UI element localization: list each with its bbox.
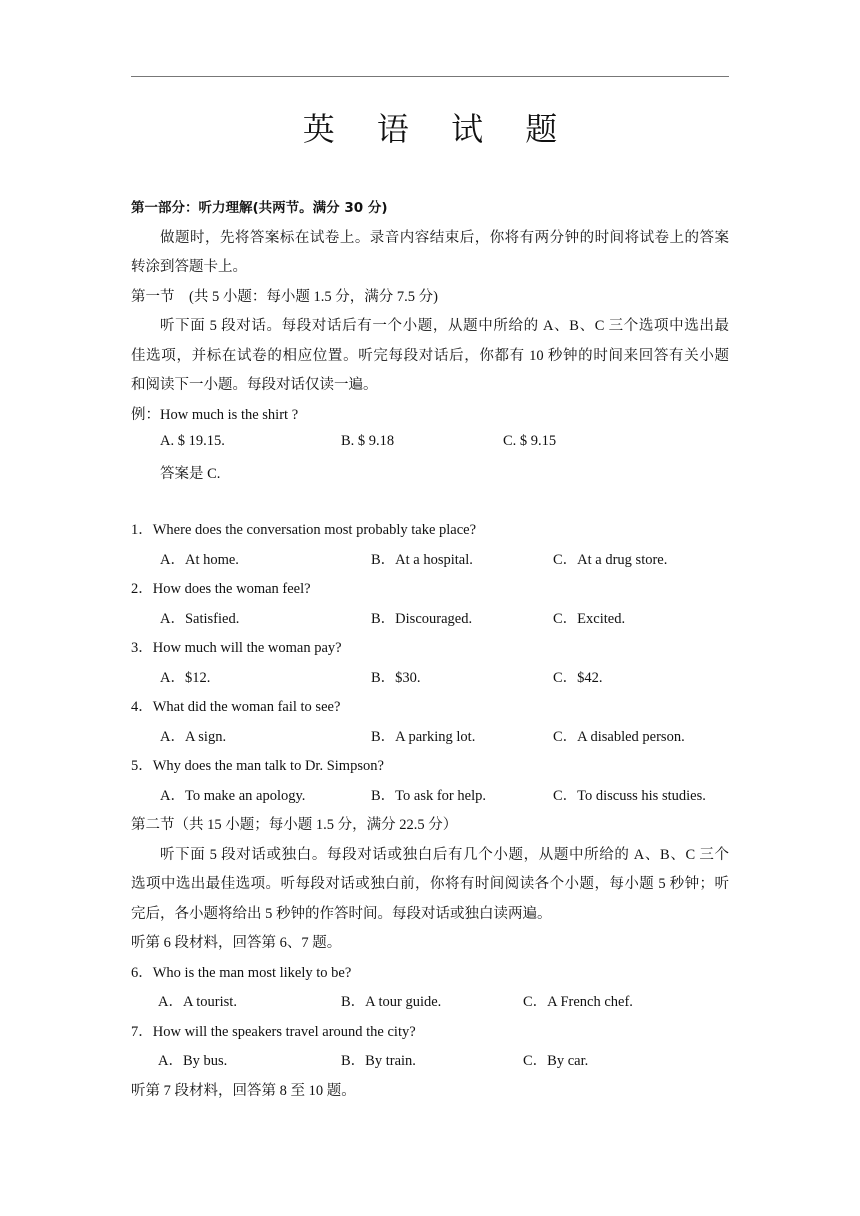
q2-option-a: A．Satisfied.: [160, 611, 240, 627]
q6-option-b: B．A tour guide.: [341, 994, 442, 1010]
q4-option-a: A．A sign.: [160, 729, 227, 745]
q1-option-a: A．At home.: [160, 552, 239, 568]
question-4: 4．What did the woman fail to see?: [131, 699, 341, 715]
example-option-a: A. $ 19.15.: [160, 433, 225, 449]
question-1: 1．Where does the conversation most probably take place?: [131, 522, 477, 538]
q3-option-b: B．$30.: [371, 670, 421, 686]
section2-instr-line3: 完后，各小题将给出 5 秒钟的作答时间。每段对话或独白读两遍。: [131, 906, 552, 922]
section1-instr-line1: 听下面 5 段对话。每段对话后有一个小题，从题中所给的 A、B、C 三个选项中选出最: [160, 318, 729, 334]
part1-heading: 第一部分：听力理解(共两节。满分 30 分): [131, 200, 388, 216]
q5-option-c: C．To discuss his studies.: [553, 788, 706, 804]
question-7: 7．How will the speakers travel around the city?: [131, 1024, 416, 1040]
q7-option-c: C．By car.: [523, 1053, 589, 1069]
q4-option-c: C．A disabled person.: [553, 729, 685, 745]
q5-option-b: B．To ask for help.: [371, 788, 486, 804]
q7-option-b: B．By train.: [341, 1053, 416, 1069]
q6-option-a: A．A tourist.: [158, 994, 237, 1010]
section2-heading: 第二节（共 15 小题；每小题 1.5 分，满分 22.5 分）: [131, 817, 458, 833]
q4-option-b: B．A parking lot.: [371, 729, 476, 745]
page-title: 英 语 试 题: [302, 110, 574, 148]
material-7-instruction: 听第 7 段材料，回答第 8 至 10 题。: [131, 1083, 356, 1099]
question-2: 2．How does the woman feel?: [131, 581, 311, 597]
section1-instr-line2: 佳选项，并标在试卷的相应位置。听完每段对话后，你都有 10 秒钟的时间来回答有关小题: [131, 348, 729, 364]
question-6: 6．Who is the man most likely to be?: [131, 965, 352, 981]
material-6-instruction: 听第 6 段材料，回答第 6、7 题。: [131, 935, 342, 951]
q7-option-a: A．By bus.: [158, 1053, 228, 1069]
q1-option-b: B．At a hospital.: [371, 552, 473, 568]
q6-option-c: C．A French chef.: [523, 994, 633, 1010]
section1-instr-line3: 和阅读下一小题。每段对话仅读一遍。: [131, 377, 378, 393]
q3-option-c: C．$42.: [553, 670, 603, 686]
q2-option-c: C．Excited.: [553, 611, 626, 627]
q3-option-a: A．$12.: [160, 670, 211, 686]
part1-intro-line2: 转涂到答题卡上。: [131, 259, 247, 275]
section2-instr-line1: 听下面 5 段对话或独白。每段对话或独白后有几个小题，从题中所给的 A、B、C 三个: [160, 847, 729, 863]
q1-option-c: C．At a drug store.: [553, 552, 668, 568]
example-answer: 答案是 C.: [160, 466, 221, 482]
section1-heading: 第一节 (共 5 小题：每小题 1.5 分，满分 7.5 分): [131, 289, 438, 305]
header-rule: [131, 76, 729, 77]
q2-option-b: B．Discouraged.: [371, 611, 473, 627]
part1-intro-line1: 做题时，先将答案标在试卷上。录音内容结束后，你将有两分钟的时间将试卷上的答案: [160, 230, 729, 246]
q5-option-a: A．To make an apology.: [160, 788, 306, 804]
question-3: 3．How much will the woman pay?: [131, 640, 342, 656]
section2-instr-line2: 选项中选出最佳选项。听每段对话或独白前，你将有时间阅读各个小题，每小题 5 秒钟；听: [131, 876, 729, 892]
question-5: 5．Why does the man talk to Dr. Simpson?: [131, 758, 384, 774]
example-option-c: C. $ 9.15: [503, 433, 557, 449]
example-question: 例：How much is the shirt ?: [131, 407, 299, 423]
example-option-b: B. $ 9.18: [341, 433, 395, 449]
